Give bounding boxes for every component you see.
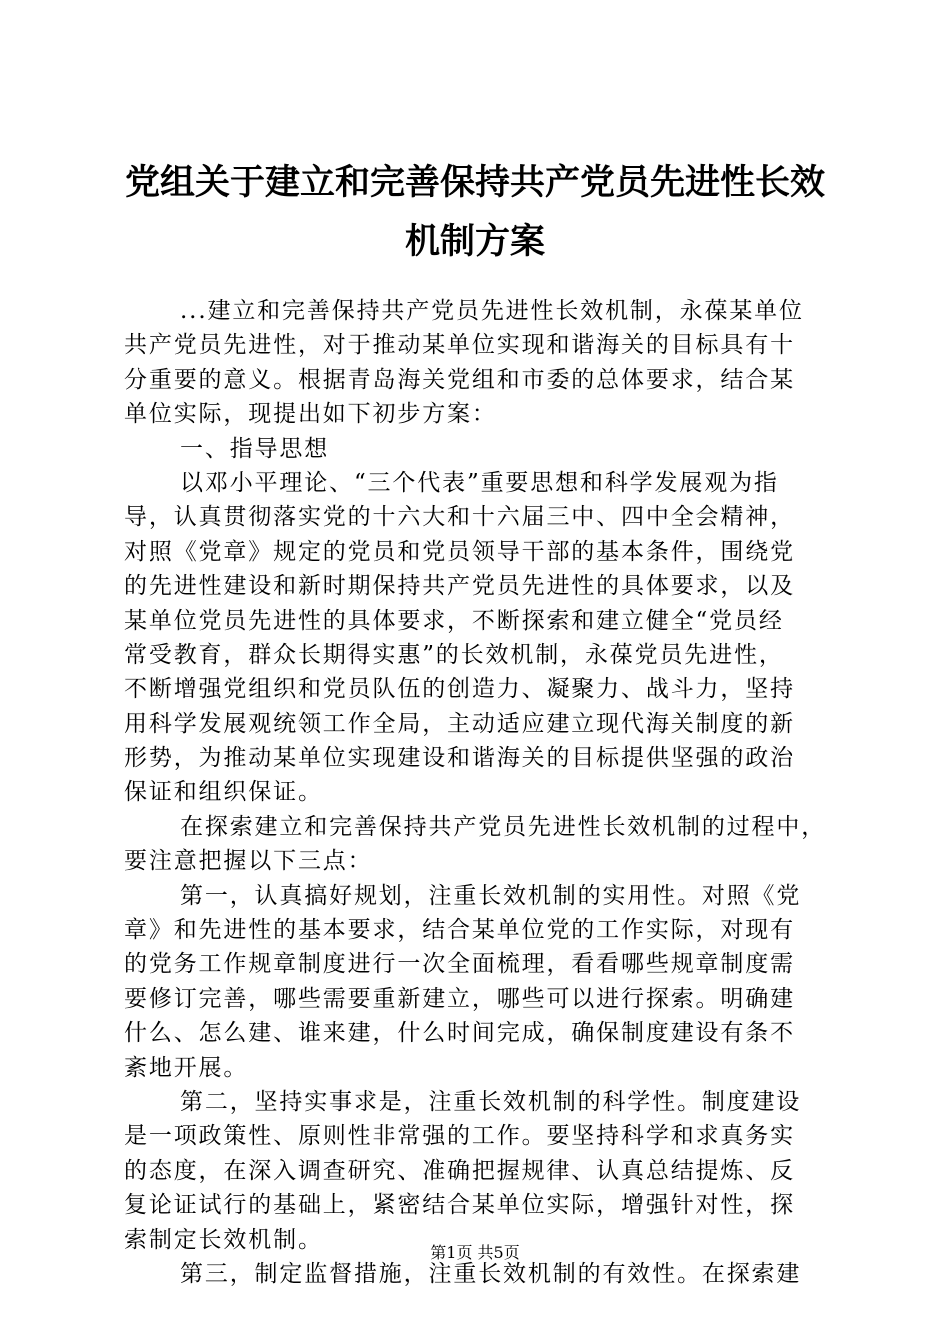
- body-line: 第二，坚持实事求是，注重长效机制的科学性。制度建设: [180, 1088, 802, 1115]
- body-line: 导，认真贯彻落实党的十六大和十六届三中、四中全会精神，: [124, 504, 795, 531]
- section-heading: 一、指导思想: [180, 435, 330, 462]
- body-line: 紊地开展。: [124, 1054, 249, 1081]
- body-line: 索制定长效机制。: [124, 1226, 323, 1253]
- body-line: 要修订完善，哪些需要重新建立，哪些可以进行探索。明确建: [124, 985, 795, 1012]
- body-line: 单位实际，现提出如下初步方案：: [124, 401, 497, 428]
- body-line: 共产党员先进性，对于推动某单位实现和谐海关的目标具有十: [124, 332, 795, 359]
- body-line: 要注意把握以下三点：: [124, 848, 373, 875]
- body-line: 什么、怎么建、谁来建，什么时间完成，确保制度建设有条不: [124, 1020, 795, 1047]
- document-body: [124, 294, 836, 1291]
- body-line: 对照《党章》规定的党员和党员领导干部的基本条件，围绕党: [124, 538, 795, 565]
- body-line: 的态度，在深入调查研究、准确把握规律、认真总结提炼、反: [124, 1157, 795, 1184]
- body-line: ...建立和完善保持共产党员先进性长效机制，永葆某单位: [180, 298, 804, 324]
- body-line: 在探索建立和完善保持共产党员先进性长效机制的过程中，: [180, 813, 827, 840]
- body-line: 保证和组织保证。: [124, 779, 323, 806]
- document-title-line-1: 党组关于建立和完善保持共产党员先进性长效: [124, 162, 825, 203]
- body-line: 的先进性建设和新时期保持共产党员先进性的具体要求，以及: [124, 573, 795, 600]
- page-number-footer: 第1页 共5页: [430, 1243, 520, 1262]
- body-line: 是一项政策性、原则性非常强的工作。要坚持科学和求真务实: [124, 1123, 795, 1150]
- body-line: 不断增强党组织和党员队伍的创造力、凝聚力、战斗力，坚持: [124, 676, 795, 703]
- body-line: 常受教育，群众长期得实惠”的长效机制，永葆党员先进性，: [124, 641, 784, 668]
- body-line: 以邓小平理论、“三个代表”重要思想和科学发展观为指: [180, 469, 779, 496]
- document-title-line-2: 机制方案: [404, 221, 545, 262]
- body-line: 某单位党员先进性的具体要求，不断探索和建立健全“党员经: [124, 607, 784, 634]
- body-line: 复论证试行的基础上，紧密结合某单位实际，增强针对性，探: [124, 1192, 795, 1219]
- body-line: 第一，认真搞好规划，注重长效机制的实用性。对照《党: [180, 882, 802, 909]
- body-line: 的党务工作规章制度进行一次全面梳理，看看哪些规章制度需: [124, 951, 795, 978]
- body-line: 章》和先进性的基本要求，结合某单位党的工作实际，对现有: [124, 917, 795, 944]
- body-line: 用科学发展观统领工作全局，主动适应建立现代海关制度的新: [124, 710, 795, 737]
- body-line: 第三，制定监督措施，注重长效机制的有效性。在探索建: [180, 1260, 802, 1287]
- body-line: 分重要的意义。根据青岛海关党组和市委的总体要求，结合某: [124, 366, 795, 393]
- body-line: 形势，为推动某单位实现建设和谐海关的目标提供坚强的政治: [124, 745, 795, 772]
